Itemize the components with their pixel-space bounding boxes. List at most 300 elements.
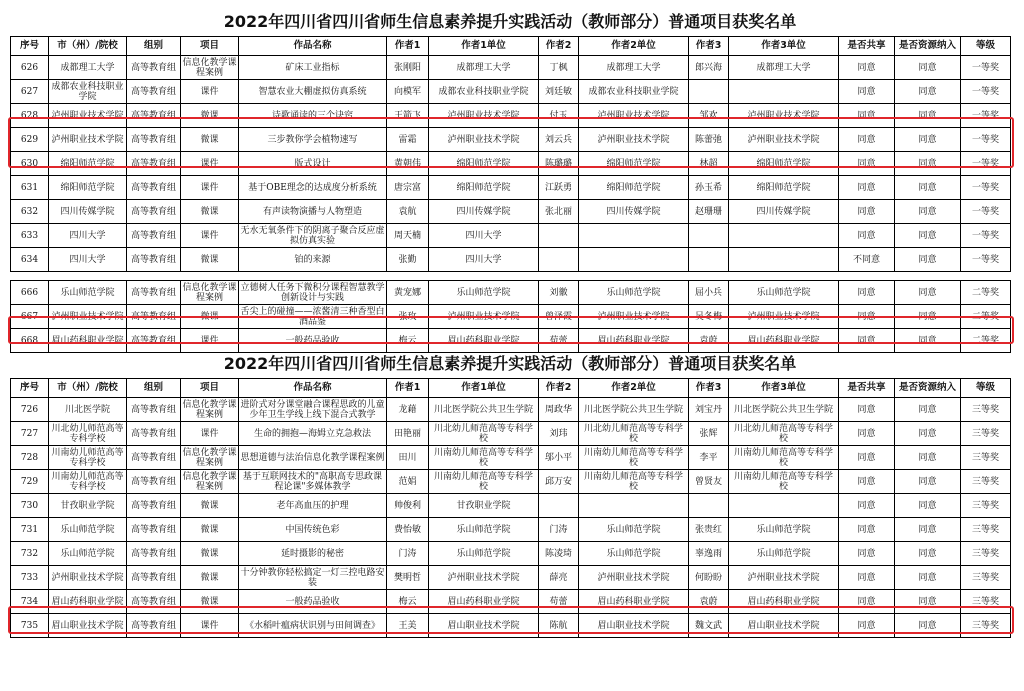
table-cell: 734: [11, 590, 49, 614]
table-cell: 同意: [839, 446, 895, 470]
table-cell: 同意: [895, 398, 961, 422]
table-cell: 627: [11, 80, 49, 104]
table-cell: 王美: [387, 614, 429, 638]
table-cell: 同意: [839, 470, 895, 494]
table-cell: 三等奖: [961, 422, 1011, 446]
table-cell: 同意: [895, 152, 961, 176]
table-cell: 四川大学: [429, 224, 539, 248]
table-cell: 高等教育组: [127, 281, 181, 305]
table-cell: 同意: [895, 281, 961, 305]
table-cell: 高等教育组: [127, 614, 181, 638]
table-cell: 一等奖: [961, 80, 1011, 104]
table-cell: 眉山药科职业学院: [49, 590, 127, 614]
table-cell: 高等教育组: [127, 446, 181, 470]
table-cell: 同意: [839, 56, 895, 80]
table-cell: [729, 80, 839, 104]
table-cell: 田艳丽: [387, 422, 429, 446]
column-header: 市（州）/院校: [49, 379, 127, 398]
table-cell: 同意: [839, 305, 895, 329]
table-cell: 十分钟教你轻松搞定一灯三控电路安装: [240, 567, 385, 588]
table-cell: 乐山师范学院: [49, 542, 127, 566]
table-cell: 同意: [895, 305, 961, 329]
table-cell: 四川大学: [429, 248, 539, 272]
table-row: [11, 281, 1011, 305]
award-list-section-1: [10, 8, 1010, 353]
table-cell: 微课: [181, 128, 239, 152]
table-cell: 同意: [895, 248, 961, 272]
table-cell: 川南幼儿师范高等专科学校: [49, 470, 127, 494]
table-cell: 四川传媒学院: [729, 200, 839, 224]
table-row: [11, 398, 1011, 422]
table-cell: 苟蕾: [539, 590, 579, 614]
table-cell: 雷霜: [387, 128, 429, 152]
table-cell: [689, 494, 729, 518]
table-cell: 郎兴海: [689, 56, 729, 80]
table-cell: 同意: [839, 152, 895, 176]
table-cell: 成都理工大学: [729, 56, 839, 80]
table-cell: 同意: [895, 176, 961, 200]
table-row: [11, 305, 1011, 329]
table-row: [11, 200, 1011, 224]
table-cell: 微课: [181, 542, 239, 566]
table-cell: 二等奖: [961, 305, 1011, 329]
table-cell: 川北医学院公共卫生学院: [729, 398, 839, 422]
table-cell: 乐山师范学院: [579, 518, 689, 542]
table-cell: 高等教育组: [127, 590, 181, 614]
table-cell: 微课: [181, 494, 239, 518]
table-cell: 631: [11, 176, 49, 200]
table-cell: 赵珊珊: [689, 200, 729, 224]
table-cell: 李平: [689, 446, 729, 470]
table-cell: 信息化教学课程案例: [182, 447, 237, 468]
table-cell: 同意: [839, 518, 895, 542]
table-cell: 729: [11, 470, 49, 494]
column-header: 等级: [961, 379, 1011, 398]
table-cell: 泸州职业技术学院: [579, 566, 689, 590]
table-cell: 二等奖: [961, 329, 1011, 353]
table-cell: 课件: [181, 224, 239, 248]
table-cell: 张贵红: [689, 518, 729, 542]
table-cell: 同意: [895, 542, 961, 566]
column-header: 序号: [11, 379, 49, 398]
table-row: [11, 614, 1011, 638]
table-cell: 一等奖: [961, 224, 1011, 248]
table-cell: 川南幼儿师范高等专科学校: [729, 470, 839, 494]
table-cell: 刘徽: [539, 281, 579, 305]
table-cell: 同意: [895, 590, 961, 614]
table-cell: 同意: [839, 422, 895, 446]
table-cell: 向模军: [387, 80, 429, 104]
table-cell: 张勤: [387, 248, 429, 272]
column-header: 序号: [11, 37, 49, 56]
table-cell: 智慧农业大棚虚拟仿真系统: [239, 80, 387, 104]
table-cell: 不同意: [839, 248, 895, 272]
table-cell: 泸州职业技术学院: [729, 128, 839, 152]
table-cell: 川南幼儿师范高等专科学校: [429, 470, 539, 494]
table-cell: 同意: [895, 224, 961, 248]
table-cell: 课件: [181, 152, 239, 176]
table-cell: 泸州职业技术学院: [49, 305, 127, 329]
row-gap: [11, 272, 1011, 281]
column-header: 作者1单位: [429, 379, 539, 398]
table-cell: 四川大学: [49, 224, 127, 248]
table-cell: 高等教育组: [127, 224, 181, 248]
table-cell: 矿床工业指标: [239, 56, 387, 80]
table-row: [11, 494, 1011, 518]
table-cell: 四川大学: [49, 248, 127, 272]
table-row: [11, 590, 1011, 614]
table-cell: 刘玮: [539, 422, 579, 446]
table-cell: 同意: [895, 56, 961, 80]
table-cell: 泸州职业技术学院: [49, 566, 127, 590]
table-cell: 高等教育组: [127, 152, 181, 176]
column-header: 是否资源纳入: [895, 379, 961, 398]
table-cell: 735: [11, 614, 49, 638]
gap-cell: [11, 272, 1011, 281]
table-cell: 同意: [895, 80, 961, 104]
table-cell: 666: [11, 281, 49, 305]
table-cell: 高等教育组: [127, 542, 181, 566]
table-cell: 信息化教学课程案例: [182, 282, 237, 303]
table-cell: 同意: [895, 329, 961, 353]
table-cell: 绵阳师范学院: [729, 152, 839, 176]
award-table-1: [10, 36, 1011, 353]
column-header: 是否共享: [839, 379, 895, 398]
table-cell: 一般药品验收: [239, 590, 387, 614]
column-header: 作品名称: [239, 37, 387, 56]
table-cell: 高等教育组: [127, 518, 181, 542]
table-cell: 进阶式对分课堂融合课程思政的儿童少年卫生学线上线下混合式教学: [240, 399, 385, 420]
table-cell: 信息化教学课程案例: [182, 57, 237, 78]
table-row: [11, 80, 1011, 104]
table-cell: 泸州职业技术学院: [579, 104, 689, 128]
table-cell: 泸州职业技术学院: [729, 566, 839, 590]
table-cell: 微课: [181, 200, 239, 224]
table-cell: 眉山药科职业学院: [49, 329, 127, 353]
table-cell: 陈璐璐: [539, 152, 579, 176]
table-cell: 微课: [181, 248, 239, 272]
table-cell: 628: [11, 104, 49, 128]
table-cell: 三步教你学会植物速写: [239, 128, 387, 152]
table-cell: 一等奖: [961, 200, 1011, 224]
table-cell: 眉山职业技术学院: [729, 614, 839, 638]
table-cell: 732: [11, 542, 49, 566]
table-cell: 四川传媒学院: [49, 200, 127, 224]
award-table-2: [10, 378, 1011, 638]
table-row: [11, 329, 1011, 353]
table-cell: 四川传媒学院: [579, 200, 689, 224]
table-cell: 一等奖: [961, 152, 1011, 176]
table-cell: 乐山师范学院: [429, 518, 539, 542]
table-cell: 黄朝伟: [387, 152, 429, 176]
table-cell: 绵阳师范学院: [729, 176, 839, 200]
table-cell: 曾泽霞: [539, 305, 579, 329]
table-cell: 三等奖: [961, 614, 1011, 638]
table-cell: [729, 248, 839, 272]
table-cell: 668: [11, 329, 49, 353]
table-cell: [689, 80, 729, 104]
table-cell: 川南幼儿师范高等专科学校: [579, 470, 689, 494]
table-cell: 张辉: [689, 422, 729, 446]
table-cell: 三等奖: [961, 398, 1011, 422]
table-cell: 泸州职业技术学院: [729, 104, 839, 128]
table-cell: 667: [11, 305, 49, 329]
table-cell: [729, 224, 839, 248]
table-cell: 张北丽: [539, 200, 579, 224]
table-cell: [579, 494, 689, 518]
table-cell: 同意: [839, 329, 895, 353]
table-cell: 微课: [181, 305, 239, 329]
column-header: 作者1: [387, 379, 429, 398]
table-cell: 川北医学院: [49, 398, 127, 422]
table-cell: 733: [11, 566, 49, 590]
table-cell: 信息化教学课程案例: [182, 471, 237, 492]
table-cell: 有声读物演播与人物塑造: [239, 200, 387, 224]
table-cell: 高等教育组: [127, 305, 181, 329]
table-cell: 曾贤友: [689, 470, 729, 494]
table-cell: 生命的拥抱—海姆立克急救法: [239, 422, 387, 446]
column-header: 作者3单位: [729, 37, 839, 56]
column-header: 组别: [127, 379, 181, 398]
table-cell: 同意: [839, 494, 895, 518]
page-title: 2022年四川省四川省师生信息素养提升实践活动（教师部分）普通项目获奖名单: [223, 354, 797, 373]
table-cell: 同意: [895, 614, 961, 638]
table-cell: 同意: [895, 128, 961, 152]
table-cell: 绵阳师范学院: [579, 176, 689, 200]
table-cell: 川北幼儿师范高等专科学校: [579, 422, 689, 446]
table-cell: 屈小兵: [689, 281, 729, 305]
table-cell: 川北医学院公共卫生学院: [429, 398, 539, 422]
table-cell: 同意: [895, 446, 961, 470]
table-cell: 课件: [181, 614, 239, 638]
table-cell: 同意: [839, 614, 895, 638]
table-cell: 泸州职业技术学院: [49, 128, 127, 152]
table-cell: 唐宗富: [387, 176, 429, 200]
table-row: [11, 518, 1011, 542]
table-cell: 629: [11, 128, 49, 152]
table-cell: 黄宠娜: [387, 281, 429, 305]
table-row: [11, 224, 1011, 248]
table-cell: 泸州职业技术学院: [429, 104, 539, 128]
table-row: [11, 566, 1011, 590]
column-header: 作者2: [539, 379, 579, 398]
table-cell: 630: [11, 152, 49, 176]
table-cell: 何盼盼: [689, 566, 729, 590]
table-cell: 626: [11, 56, 49, 80]
table-cell: 川北幼儿师范高等专科学校: [49, 422, 127, 446]
table-cell: 梅云: [387, 590, 429, 614]
table-cell: 726: [11, 398, 49, 422]
column-header: 作者2: [539, 37, 579, 56]
table-cell: 同意: [895, 104, 961, 128]
table-cell: 成都农业科技职业学院: [49, 80, 127, 104]
table-cell: 版式设计: [239, 152, 387, 176]
table-cell: 无水无氧条件下的阴离子聚合反应虚拟仿真实验: [240, 225, 385, 246]
table-cell: 乐山师范学院: [729, 281, 839, 305]
table-cell: 甘孜职业学院: [429, 494, 539, 518]
table-cell: 高等教育组: [127, 128, 181, 152]
table-cell: 梅云: [387, 329, 429, 353]
table-cell: 乐山师范学院: [729, 542, 839, 566]
table-cell: 泸州职业技术学院: [429, 566, 539, 590]
table-cell: 高等教育组: [127, 104, 181, 128]
table-cell: 思想道德与法治信息化教学课程案例: [239, 446, 387, 470]
table-cell: 袁航: [387, 200, 429, 224]
table-cell: 中国传统色彩: [239, 518, 387, 542]
table-row: [11, 446, 1011, 470]
column-header: 作者3: [689, 379, 729, 398]
table-cell: 634: [11, 248, 49, 272]
table-cell: 陈蕾弛: [689, 128, 729, 152]
table-cell: 王箭飞: [387, 104, 429, 128]
column-header: 作者1: [387, 37, 429, 56]
table-cell: 731: [11, 518, 49, 542]
table-cell: 三等奖: [961, 470, 1011, 494]
table-cell: 乐山师范学院: [49, 281, 127, 305]
table-cell: 同意: [839, 398, 895, 422]
table-cell: 泸州职业技术学院: [49, 104, 127, 128]
table-cell: 高等教育组: [127, 248, 181, 272]
table-cell: 辜逸雨: [689, 542, 729, 566]
table-cell: 老年高血压的护理: [239, 494, 387, 518]
table-cell: 绵阳师范学院: [429, 176, 539, 200]
table-cell: 同意: [895, 518, 961, 542]
table-cell: 田川: [387, 446, 429, 470]
table-cell: 眉山药科职业学院: [429, 329, 539, 353]
column-header: 作者3: [689, 37, 729, 56]
column-header: 作品名称: [239, 379, 387, 398]
table-cell: [539, 494, 579, 518]
table-cell: 四川传媒学院: [429, 200, 539, 224]
column-header: 组别: [127, 37, 181, 56]
table-cell: 同意: [839, 590, 895, 614]
table-header-row: [11, 37, 1011, 56]
column-header: 项目: [181, 379, 239, 398]
table-cell: 二等奖: [961, 281, 1011, 305]
table-cell: 信息化教学课程案例: [182, 399, 237, 420]
table-cell: 眉山药科职业学院: [429, 590, 539, 614]
table-cell: [579, 248, 689, 272]
table-cell: 邬小平: [539, 446, 579, 470]
table-cell: 成都理工大学: [49, 56, 127, 80]
table-cell: 课件: [181, 422, 239, 446]
table-cell: 同意: [839, 104, 895, 128]
table-cell: [539, 248, 579, 272]
table-cell: 微课: [181, 518, 239, 542]
table-cell: 同意: [839, 281, 895, 305]
table-cell: 632: [11, 200, 49, 224]
table-cell: 眉山职业技术学院: [579, 614, 689, 638]
table-cell: 舌尖上的碰撞——浓酱清三种香型白酒品鉴: [240, 306, 385, 327]
table-cell: 一等奖: [961, 248, 1011, 272]
table-cell: 高等教育组: [127, 329, 181, 353]
table-cell: 门涛: [387, 542, 429, 566]
column-header: 作者2单位: [579, 379, 689, 398]
table-cell: 课件: [181, 176, 239, 200]
table-cell: 成都农业科技职业学院: [429, 80, 539, 104]
table-cell: 费怡敏: [387, 518, 429, 542]
table-cell: 乐山师范学院: [429, 281, 539, 305]
column-header: 是否共享: [839, 37, 895, 56]
table-cell: 633: [11, 224, 49, 248]
table-cell: 一等奖: [961, 176, 1011, 200]
table-cell: 眉山药科职业学院: [729, 590, 839, 614]
table-cell: 课件: [181, 329, 239, 353]
table-cell: 微课: [181, 566, 239, 590]
page-title: 2022年四川省四川省师生信息素养提升实践活动（教师部分）普通项目获奖名单: [223, 12, 797, 31]
table-cell: 眉山职业技术学院: [49, 614, 127, 638]
table-cell: 乐山师范学院: [579, 281, 689, 305]
table-cell: [689, 248, 729, 272]
table-cell: 龙藉: [387, 398, 429, 422]
table-cell: 同意: [839, 542, 895, 566]
table-cell: 邱万安: [539, 470, 579, 494]
table-cell: 眉山药科职业学院: [579, 329, 689, 353]
table-cell: 门涛: [539, 518, 579, 542]
table-cell: 眉山药科职业学院: [729, 329, 839, 353]
table-cell: 泸州职业技术学院: [729, 305, 839, 329]
column-header: 项目: [181, 37, 239, 56]
table-cell: 周政华: [539, 398, 579, 422]
column-header: 市（州）/院校: [49, 37, 127, 56]
table-cell: 绵阳师范学院: [579, 152, 689, 176]
table-cell: 苟蕾: [539, 329, 579, 353]
table-cell: 范娟: [387, 470, 429, 494]
award-list-section-2: [10, 350, 1010, 638]
table-cell: 三等奖: [961, 590, 1011, 614]
table-cell: 高等教育组: [127, 80, 181, 104]
table-row: [11, 152, 1011, 176]
table-cell: 三等奖: [961, 446, 1011, 470]
table-cell: 孙玉希: [689, 176, 729, 200]
table-cell: 成都农业科技职业学院: [579, 80, 689, 104]
column-header: 等级: [961, 37, 1011, 56]
table-cell: 同意: [839, 80, 895, 104]
table-cell: 周天楠: [387, 224, 429, 248]
table-row: [11, 470, 1011, 494]
table-cell: 同意: [895, 566, 961, 590]
table-row: [11, 176, 1011, 200]
table-cell: 泸州职业技术学院: [429, 305, 539, 329]
table-cell: 丁枫: [539, 56, 579, 80]
table-cell: 付玉: [539, 104, 579, 128]
table-cell: 眉山药科职业学院: [579, 590, 689, 614]
table-cell: 吴冬梅: [689, 305, 729, 329]
table-cell: 课件: [181, 80, 239, 104]
table-cell: 川北幼儿师范高等专科学校: [729, 422, 839, 446]
table-cell: 高等教育组: [127, 494, 181, 518]
table-cell: 三等奖: [961, 566, 1011, 590]
table-cell: 高等教育组: [127, 566, 181, 590]
table-cell: 微课: [181, 590, 239, 614]
table-row: [11, 422, 1011, 446]
table-cell: 立德树人任务下微积分课程智慧教学创新设计与实践: [240, 282, 385, 303]
table-cell: 同意: [895, 470, 961, 494]
table-cell: 延时摄影的秘密: [239, 542, 387, 566]
column-header: 是否资源纳入: [895, 37, 961, 56]
table-cell: 甘孜职业学院: [49, 494, 127, 518]
table-row: [11, 56, 1011, 80]
table-cell: 诗歌诵读的三个诀窍: [239, 104, 387, 128]
table-cell: 张刚阳: [387, 56, 429, 80]
table-cell: 一般药品验收: [239, 329, 387, 353]
table-cell: 川北幼儿师范高等专科学校: [429, 422, 539, 446]
table-cell: [579, 224, 689, 248]
table-cell: 三等奖: [961, 542, 1011, 566]
table-cell: 铂的来源: [239, 248, 387, 272]
table-cell: 魏文武: [689, 614, 729, 638]
column-header: 作者1单位: [429, 37, 539, 56]
